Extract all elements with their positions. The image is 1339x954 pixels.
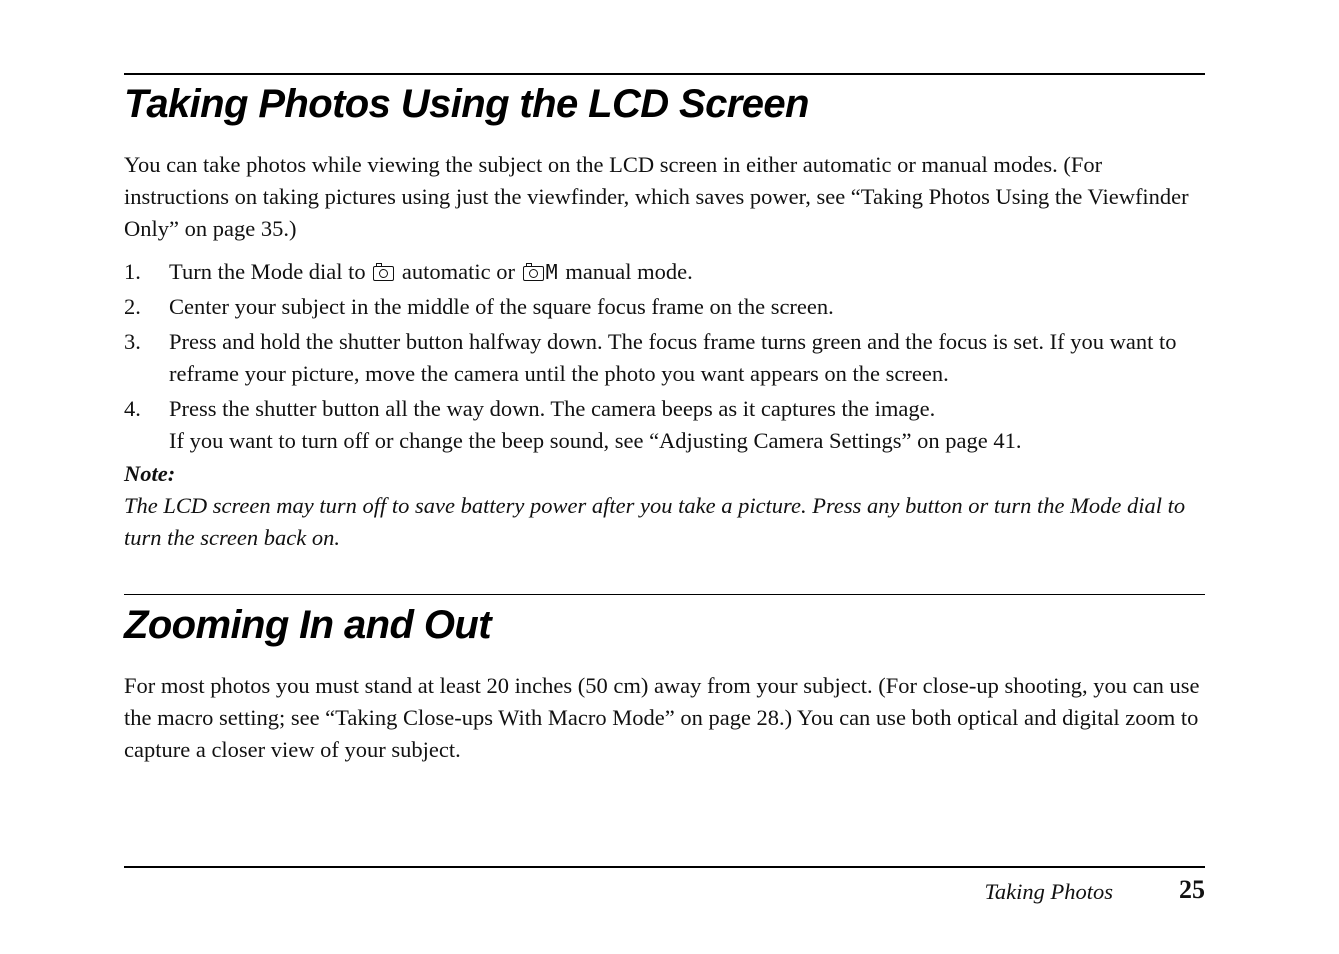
step-number: 4. [124, 396, 141, 421]
list-item [124, 256, 1205, 288]
manual-mode-letter: M [545, 260, 558, 284]
section-title-zoom: Zooming In and Out [124, 603, 491, 647]
zoom-paragraph: For most photos you must stand at least 20 inches (50 cm) away from your subject. (For close-up shooting, you can use the macro setting; see “Taking Close-ups With Macro Mode” on page 28.) You can use both optical and digital zoom to capture a closer view of your subject. [124, 673, 1200, 762]
step-number: 1. [124, 259, 141, 284]
steps-list [124, 256, 1205, 460]
step-number: 2. [124, 294, 141, 319]
note-label: Note: [124, 461, 176, 486]
step-text: Center your subject in the middle of the square focus frame on the screen. [169, 294, 834, 319]
footer-rule [124, 866, 1205, 868]
footer-section-name: Taking Photos [984, 879, 1113, 904]
section-rule-top [124, 73, 1205, 75]
step-text-pre: Turn the Mode dial to [169, 259, 366, 284]
step-text: Press the shutter button all the way down. The camera beeps as it captures the image. [169, 396, 936, 421]
section-title-lcd: Taking Photos Using the LCD Screen [124, 82, 809, 126]
intro-paragraph: You can take photos while viewing the subject on the LCD screen in either automatic or manual modes. (For instructions on taking pictures using just the viewfinder, which saves power, see “Taking Photos Using the Viewfinder Only” on page 35.) [124, 152, 1189, 241]
camera-icon [373, 266, 394, 281]
step-text: Press and hold the shutter button halfway down. The focus frame turns green and the focus is set. If you want to reframe your picture, move the camera until the photo you want appears on the screen. [169, 329, 1177, 386]
note-text: The LCD screen may turn off to save battery power after you take a picture. Press any button or turn the Mode dial to turn the screen back on. [124, 493, 1186, 550]
step-number: 3. [124, 329, 141, 354]
list-item [124, 291, 1205, 323]
step-subtext: If you want to turn off or change the beep sound, see “Adjusting Camera Settings” on page 41. [169, 428, 1022, 453]
camera-manual-icon [523, 266, 544, 281]
step-text-post: manual mode. [565, 259, 693, 284]
list-item [124, 393, 1205, 457]
list-item [124, 326, 1205, 390]
step-text-mid: automatic or [401, 259, 516, 284]
page-number: 25 [1179, 875, 1205, 904]
section-rule-middle [124, 594, 1205, 595]
